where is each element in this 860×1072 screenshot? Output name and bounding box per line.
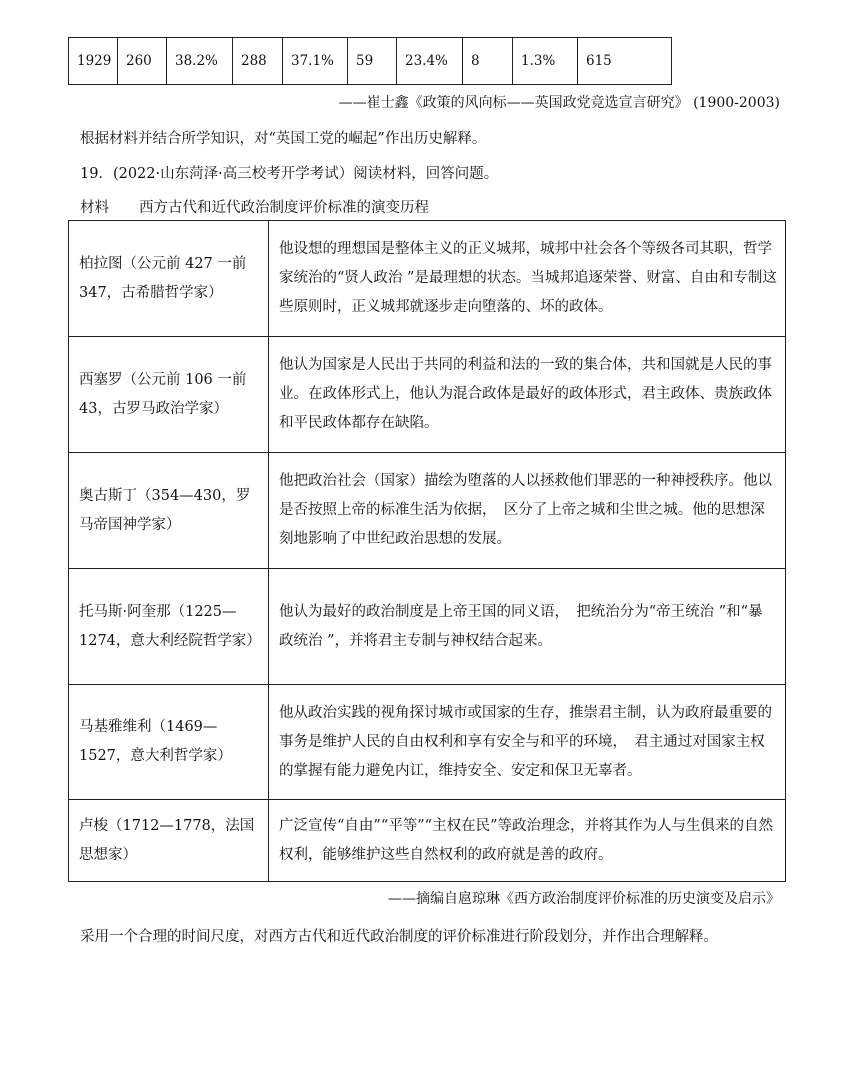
political-standards-table [68,220,801,882]
table-cell: 23.4% [397,38,463,85]
main-source-citation: ——摘编自扈琼琳《西方政治制度评价标准的历史演变及启示》 [388,891,780,907]
material-heading [80,196,429,217]
table-cell: 38.2% [167,38,233,85]
table-cell: 615 [578,38,672,85]
question-19-header: 19．(2022·山东菏泽·高三校考开学考试）阅读材料，回答问题。 [80,166,499,182]
person-cell: 马基雅维利（1469—1527，意大利哲学家） [69,685,269,800]
person-cell: 卢梭（1712—1778，法国思想家） [69,800,269,882]
table-cell: 37.1% [283,38,348,85]
description-cell: 广泛宣传“自由”“平等”“主权在民”等政治理念，并将其作为人与生俱来的自然权利，能够维护这些自然权利的政府就是善的政府。 [269,800,786,882]
table-cell-year: 1929 [69,38,118,85]
table-row [69,221,786,337]
table-row [69,685,786,800]
description-cell: 他认为国家是人民出于共同的利益和法的一致的集合体，共和国就是人民的事 业。在政体形式上，他认为混合政体是最好的政体形式，君主政体、贵族政体和平民政体都存在缺陷。 [269,337,786,453]
description-cell: 他认为最好的政治制度是上帝王国的同义语， 把统治分为“帝王统治 ”和“暴政统治 ”，并将君主专制与神权结合起来。 [269,569,786,685]
table-row [69,38,672,85]
table-cell: 288 [233,38,283,85]
table-row [69,453,786,569]
table-row [69,569,786,685]
table-cell: 8 [463,38,513,85]
top-source-citation: ——崔士鑫《政策的风向标——英国政党竞选宣言研究》 (1900-2003) [338,95,780,111]
table-row [69,800,786,882]
table-cell: 59 [348,38,397,85]
task-19-prompt: 采用一个合理的时间尺度，对西方古代和近代政治制度的评价标准进行阶段划分，并作出合理解释。 [80,929,718,945]
description-cell: 他设想的理想国是整体主义的正义城邦，城邦中社会各个等级各司其职，哲学 家统治的“贤人政治 ”是最理想的状态。当城邦追逐荣誉、财富、自由和专制这些原则时，正义城邦就逐步走向堕落的、坏的政体。 [269,221,786,337]
person-cell: 柏拉图（公元前 427 一前 347，古希腊哲学家） [69,221,269,337]
description-cell: 他把政治社会（国家）描绘为堕落的人以拯救他们罪恶的一种神授秩序。他以 是否按照上帝的标准生活为依据， 区分了上帝之城和尘世之城。他的思想深刻地影响了中世纪政治思想的发展。 [269,453,786,569]
material-title: 西方古代和近代政治制度评价标准的演变历程 [139,200,429,216]
vote-data-table [68,37,672,85]
person-cell: 奥古斯丁（354—430，罗马帝国神学家） [69,453,269,569]
task-18-prompt: 根据材料并结合所学知识，对“英国工党的崛起”作出历史解释。 [80,131,487,147]
person-cell: 西塞罗（公元前 106 一前 43，古罗马政治学家） [69,337,269,453]
person-cell: 托马斯·阿奎那（1225—1274，意大利经院哲学家） [69,569,269,685]
material-label: 材料 [80,200,109,216]
table-row [69,337,786,453]
table-cell: 1.3% [513,38,578,85]
table-cell: 260 [118,38,167,85]
description-cell: 他从政治实践的视角探讨城市或国家的生存，推崇君主制，认为政府最重要的 事务是维护人民的自由权利和享有安全与和平的环境， 君主通过对国家主权的掌握有能力避免内讧，维持安全、安定和保卫无辜者。 [269,685,786,800]
